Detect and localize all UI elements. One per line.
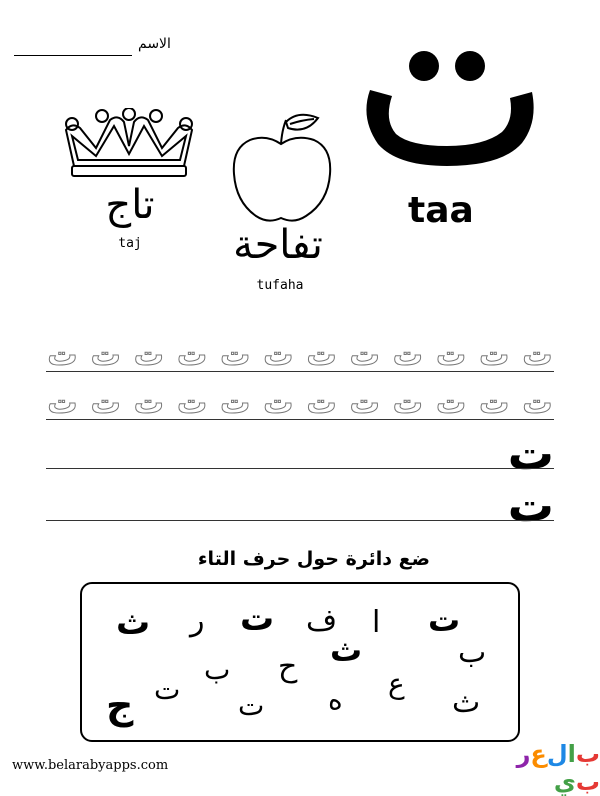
exercise-letter[interactable]: ح [278,649,298,684]
trace-letter: ت [522,386,553,421]
trace-letter: ت [263,338,294,373]
trace-letter: ت [306,386,337,421]
tracing-row-1[interactable] [46,338,554,373]
writing-line [46,419,554,420]
exercise-letter[interactable]: ه [328,683,343,716]
exercise-instruction: ضع دائرة حول حرف التاء [197,548,430,570]
trace-letter: ت [263,386,294,421]
trace-letter: ت [90,338,121,373]
exercise-letter[interactable]: ا [372,605,381,640]
trace-letter: ت [435,386,467,421]
trace-letter: ت [133,338,164,373]
trace-letter: ت [479,386,510,421]
trace-letter: ت [349,386,380,421]
name-label: الاسم [138,36,171,52]
brand-logo[interactable] [514,740,600,796]
trace-letter: ت [47,386,78,421]
model-letter-1: ت [507,426,554,480]
trace-letter: ت [435,338,467,373]
trace-letter: ت [176,386,208,421]
trace-letter: ت [392,338,423,373]
trace-letter: ت [479,338,510,373]
logo-text: بالعربي [516,740,600,796]
exercise-letter[interactable]: ب [458,635,487,670]
exercise-letter[interactable]: ج [106,683,134,727]
trace-letter: ت [90,386,121,421]
trace-letter: ت [133,386,164,421]
crown-word: تاج [105,182,155,228]
apple-word: تفاحة [233,222,323,268]
trace-letter: ت [306,338,337,373]
writing-line [46,371,554,372]
exercise-letter[interactable]: ث [116,603,151,643]
trace-letter: ت [349,338,380,373]
name-line[interactable] [14,55,132,56]
exercise-letter[interactable]: ث [452,685,481,720]
trace-letter: ت [176,338,208,373]
trace-letter: ت [220,338,251,373]
exercise-letter[interactable]: ر [190,603,205,638]
trace-letter: ت [47,338,78,373]
letter-transliteration: taa [408,190,474,231]
trace-letter: ت [392,386,423,421]
exercise-letter[interactable]: ت [238,689,265,722]
exercise-letter[interactable]: ف [306,603,338,638]
website-url[interactable]: www.belarabyapps.com [12,758,169,773]
tracing-row-2[interactable] [46,386,554,421]
exercise-letter-hidden [468,636,469,637]
exercise-letter[interactable]: ب [204,653,231,686]
exercise-letter[interactable]: ث [330,631,363,669]
big-letter-glyph [352,48,542,173]
exercise-letter[interactable]: ت [154,673,181,706]
exercise-letter[interactable]: ت [240,599,275,639]
exercise-letter[interactable]: ت [428,601,461,639]
trace-letter: ت [220,386,251,421]
writing-line[interactable] [46,520,554,521]
crown-icon [62,108,197,180]
trace-letter: ت [522,338,553,373]
crown-transliteration: taj [118,236,142,251]
apple-icon [226,108,336,226]
writing-line[interactable] [46,468,554,469]
letter-circle-box [80,582,520,742]
exercise-letter[interactable]: ع [388,667,405,700]
model-letter-2: ت [507,478,554,532]
apple-transliteration: tufaha [256,278,304,293]
